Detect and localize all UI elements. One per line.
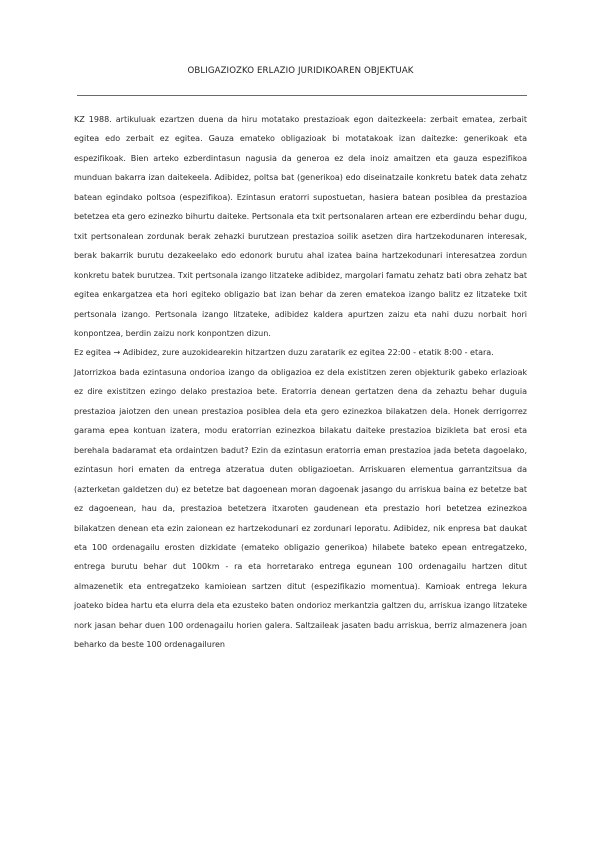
paragraph-prestazio-motak: KZ 1988. artikuluak ezartzen duena da hiru motatako prestazioak egon daitezkeela: zerbait ematea, zerbait egitea edo zerbait ez egitea. Gauza emateko obligazioak bi motatakoak izan daitezke: generikoak eta espezifikoak. Bien arteko ezberdintasun nagusia da generoa ez dela inoiz amaitzen eta gauza espezifikoa munduan bakarra izan daitekeela. Adibidez, poltsa bat (generikoa) edo diseinatzaile konkretu batek data zehatz batean egindako poltsoa (espezifikoa). Ezintasun eratorri supostuetan, hasiera batean posiblea da prestazioa betetzea eta gero ezinezko bihurtu daiteke. Pertsonala eta txit pertsonalaren artean ere ezberdindu behar dugu, txit pertsonalean zordunak berak zehazki burutzean prestazioa soilik asetzen dira hartzekodunaren interesak, berak bakarrik burutu dezakeelako edo edonork burutu ahal izatea baina hartzekodunari interesatzea zordun konkretu batek burutzea. Txit pertsonala izango litzateke adibidez, margolari famatu zehatz bati obra zehatz bat egitea enkargatzea eta hori egiteko obligazio bat izan behar da zeren ematekoa izango balitz ez litzateke txit pertsonala izango. Pertsonala izango litzateke, adibidez kaldera apurtzen zaizu eta nahi duzu norbait hori konpontzea, berdin zaizu nork konpontzen dizun. — [74, 115, 527, 338]
document-body — [74, 110, 527, 655]
title-divider — [77, 95, 527, 96]
document-title: OBLIGAZIOZKO ERLAZIO JURIDIKOAREN OBJEKTUAK — [187, 66, 414, 76]
paragraph-ezintasuna: Jatorrizkoa bada ezintasuna ondorioa izango da obligazioa ez dela existitzen zeren objekturik gabeko erlazioak ez dire existitzen ezingo delako prestazioa bete. Eratorria denean gertatzen dena da zehaztu behar duguia prestazioa jaiotzen den unean prestazioa posiblea dela eta gero ezinezkoa bilakatzen dela. Honek derrigorrez garama epea kontuan izatera, modu eratorrian ezinezkoa bilakatu daiteke prestazioa bizikleta bat erosi eta berehala badaramat eta ordaintzen badut? Ezin da ezintasun eratorria eman prestazioa jada beteta dagoelako, ezintasun hori ematen da entrega atzeratua duten obligazioetan. Arriskuaren elementua garrantzitsua da (azterketan galdetzen du) ez betetze bat dagoenean moran dagoenak jasango du arriskua baina ez betetze bat ez dagoenean, hau da, prestazioa betetzera itxaroten gaudenean eta prestazio hori betetzea ezinezkoa bilakatzen denean eta ezin zaionean ez hartzekodunari ez zordunari leporatu. Adibidez, nik enpresa bat daukat eta 100 ordenagailu erosten dizkidate (emateko obligazio generikoa) hilabete bateko epean entregatzeko, entrega burutu behar dut 100km - ra eta horretarako entrega egunean 100 ordenagailu hartzen ditut almazenetik eta entregatzeko kamioiean sartzen ditut (espezifikazio momentua). Kamioak entrega lekura joateko bidea hartu eta elurra dela eta ezusteko baten ondorioz merkantzia galtzen du, arriskua izango litzateke nork jasan behar duen 100 ordenagailu horien galera. Saltzaileak jasaten badu arriskua, berriz almazenera joan beharko da beste 100 ordenagailuren — [74, 367, 527, 650]
paragraph-ez-egitea: Ez egitea → Adibidez, zure auzokidearekin hitzartzen duzu zaratarik ez egitea 22:00 - etatik 8:00 - etara. — [74, 348, 494, 358]
